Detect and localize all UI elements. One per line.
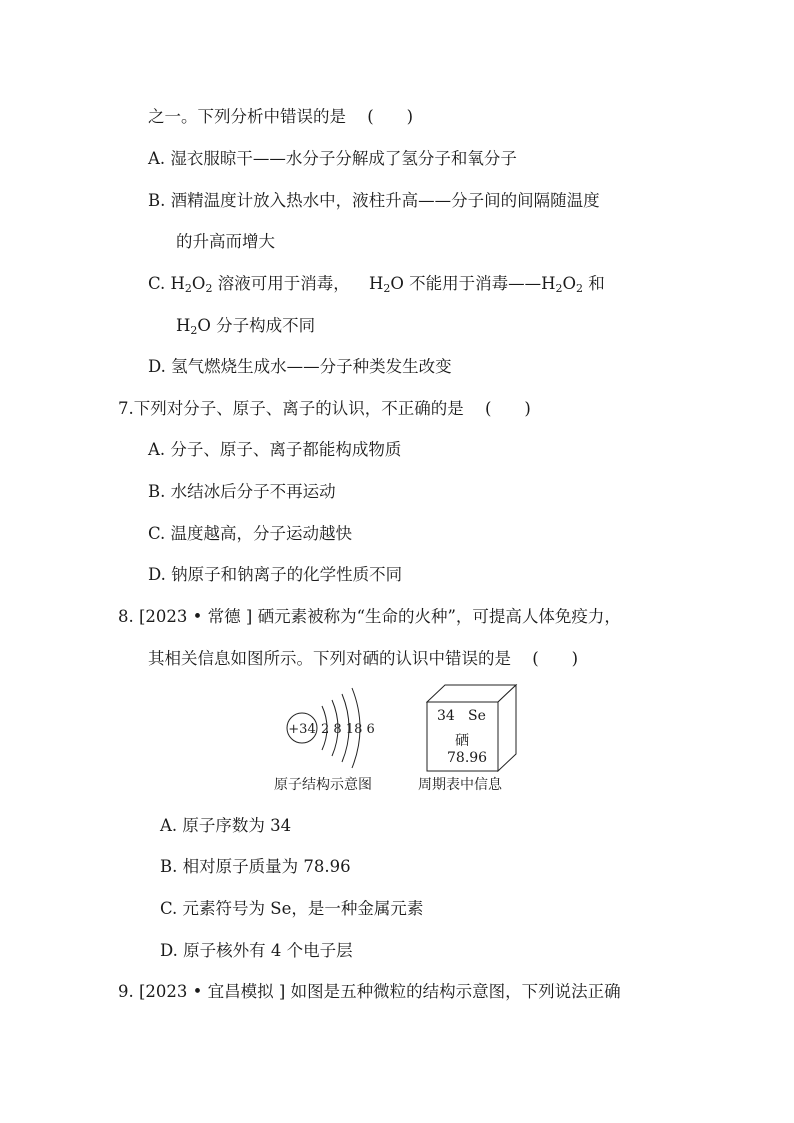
q8-stem-line2 — [148, 648, 578, 670]
q6-c-o-text: O — [191, 274, 206, 293]
nucleus-charge: +34 — [288, 722, 316, 737]
q6-c-and: 和 — [583, 274, 605, 293]
q6-c2-o: O — [197, 316, 211, 335]
atom-structure-diagram — [282, 684, 382, 774]
q6-c2-text: 分子构成不同 — [210, 316, 316, 335]
q8-option-d: D. 原子核外有 4 个电子层 — [160, 941, 353, 960]
subscript: 2 — [205, 282, 213, 295]
q6-option-c-line1 — [148, 273, 605, 300]
subscript: 2 — [576, 282, 584, 295]
subscript: 2 — [555, 282, 563, 295]
q8-option-c: C. 元素符号为 Se，是一种金属元素 — [160, 899, 424, 918]
q6-answer-bracket: ( ) — [367, 107, 414, 126]
atomic-mass: 78.96 — [447, 750, 488, 766]
atomic-number: 34 — [437, 708, 455, 724]
q7-answer-bracket: ( ) — [485, 399, 531, 418]
atom-diagram-caption: 原子结构示意图 — [274, 777, 372, 793]
element-name: 硒 — [455, 733, 469, 749]
q8-stem-line1: 8. [2023 • 常德 ] 硒元素被称为“生命的火种”，可提高人体免疫力， — [118, 607, 621, 626]
q6-c-h-text: C. H — [148, 274, 185, 293]
q6-option-a: A. 湿衣服晾干——水分子分解成了氢分子和氧分子 — [148, 149, 517, 168]
q6-stem-text: 之一。下列分析中错误的是 — [148, 107, 346, 126]
q8-option-b: B. 相对原子质量为 78.96 — [160, 857, 351, 876]
q8-option-a: A. 原子序数为 34 — [160, 816, 292, 835]
q7-stem — [118, 398, 531, 420]
q8-stem-text: 其相关信息如图所示。下列对硒的认识中错误的是 — [148, 649, 511, 668]
q6-option-b-line1: B. 酒精温度计放入热水中，液柱升高——分子间的间隔随温度 — [148, 191, 600, 210]
q7-option-d: D. 钠原子和钠离子的化学性质不同 — [148, 565, 403, 584]
electron-distribution: 2 8 18 6 — [321, 722, 375, 737]
q7-option-c: C. 温度越高，分子运动越快 — [148, 524, 353, 543]
q6-c-water-h: H — [368, 274, 384, 293]
periodic-cell-caption: 周期表中信息 — [418, 777, 502, 793]
subscript: 2 — [383, 282, 391, 295]
subscript: 2 — [190, 324, 198, 337]
q6-c-o2: O — [562, 274, 577, 293]
q6-option-b-line2: 的升高而增大 — [176, 232, 275, 251]
q6-c-text1: 溶液可用于消毒， — [212, 274, 350, 293]
q6-c-water-o: O — [390, 274, 404, 293]
q6-option-c-line2 — [176, 315, 315, 342]
q7-option-a: A. 分子、原子、离子都能构成物质 — [148, 440, 402, 459]
q7-option-b: B. 水结冰后分子不再运动 — [148, 482, 336, 501]
q8-answer-bracket: ( ) — [532, 649, 579, 668]
q6-stem-tail — [148, 106, 413, 128]
subscript: 2 — [184, 282, 192, 295]
q6-option-d: D. 氢气燃烧生成水——分子种类发生改变 — [148, 357, 452, 376]
q7-stem-text: 7.下列对分子、原子、离子的认识，不正确的是 — [118, 399, 464, 418]
q6-c2-h: H — [176, 316, 191, 335]
q6-c-text2: 不能用于消毒——H — [403, 274, 556, 293]
q9-stem-line1: 9. [2023 • 宜昌模拟 ] 如图是五种微粒的结构示意图，下列说法正确 — [118, 982, 621, 1001]
element-symbol: Se — [468, 708, 486, 724]
